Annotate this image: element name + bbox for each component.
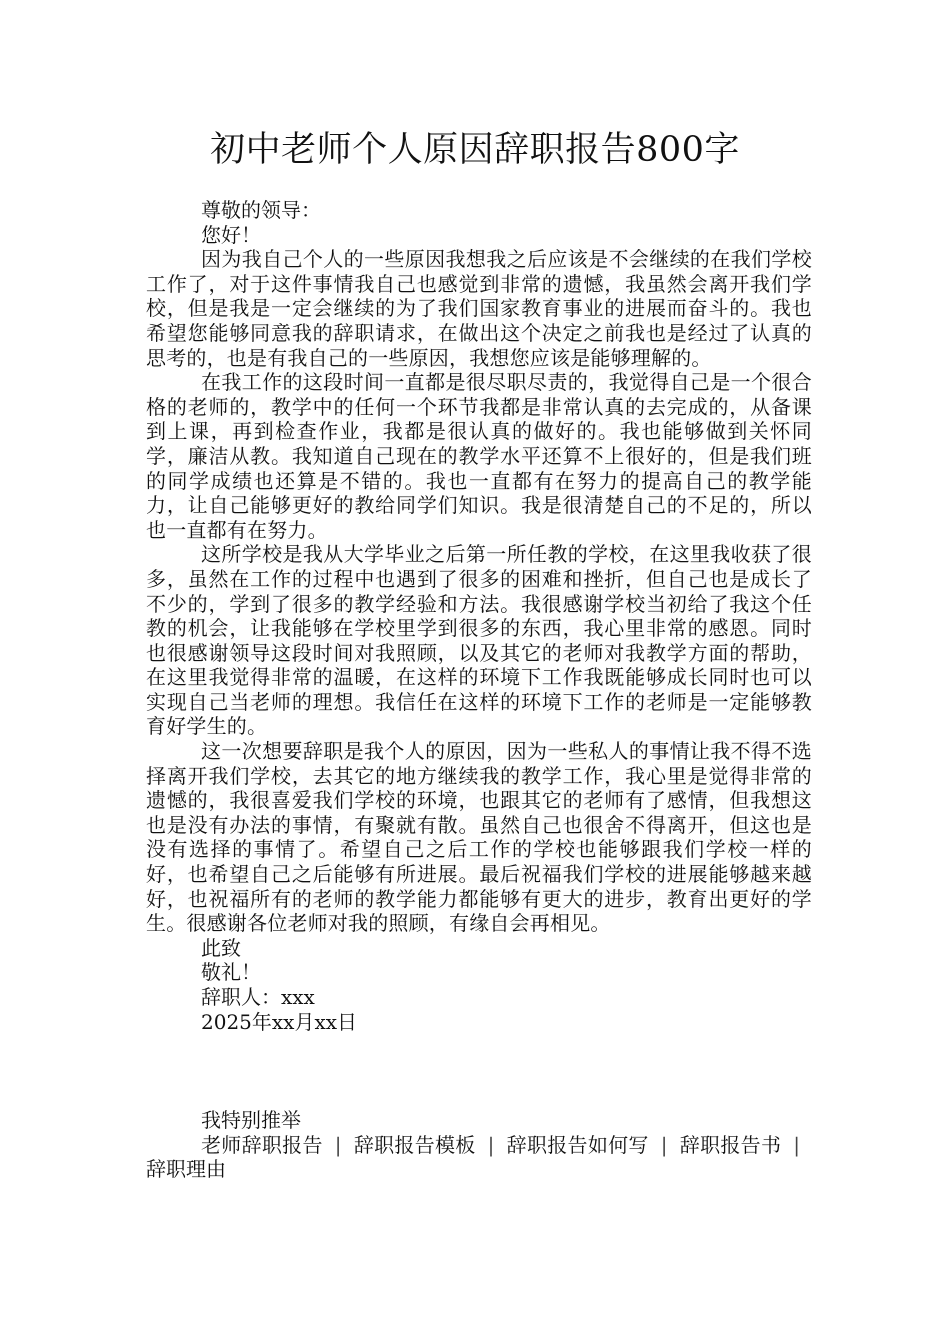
paragraph-1: 因为我自己个人的一些原因我想我之后应该是不会继续的在我们学校工作了，对于这件事情我自己也感觉到非常的遗憾，我虽然会离开我们学校，但是我是一定会继续的为了我们国家教育事业的进展而奋斗的。我也希望您能够同意我的辞职请求，在做出这个决定之前我也是经过了认真的思考的，也是有我自己的一些原因，我想您应该是能够理解的。	[146, 247, 812, 370]
salutation: 尊敬的领导：	[201, 198, 321, 222]
letter-body	[146, 198, 812, 1182]
recommend-heading: 我特别推举	[201, 1108, 301, 1133]
greeting: 您好！	[201, 222, 261, 247]
link-separator: |	[660, 1132, 668, 1157]
link-separator: |	[334, 1132, 342, 1157]
recommend-link[interactable]: 辞职报告模板	[353, 1132, 476, 1157]
document-title: 初中老师个人原因辞职报告800字	[210, 130, 740, 170]
spacer	[146, 1034, 812, 1108]
recommend-link[interactable]: 辞职报告如何写	[506, 1132, 649, 1157]
date: 2025年xx月xx日	[201, 1009, 358, 1034]
link-separator: |	[487, 1132, 495, 1157]
recommend-link[interactable]: 老师辞职报告	[201, 1132, 323, 1157]
signer: 辞职人：xxx	[201, 985, 315, 1009]
recommend-link[interactable]: 辞职报告书	[679, 1132, 782, 1157]
link-separator: |	[793, 1132, 801, 1157]
closing-line-1: 此致	[201, 935, 241, 960]
recommend-link[interactable]: 辞职理由	[146, 1157, 226, 1182]
paragraph-4: 这一次想要辞职是我个人的原因，因为一些私人的事情让我不得不选择离开我们学校，去其它的地方继续我的教学工作，我心里是觉得非常的遗憾的，我很喜爱我们学校的环境，也跟其它的老师有了感情，但我想这也是没有办法的事情，有聚就有散。虽然自己也很舍不得离开，但这也是没有选择的事情了。希望自己之后工作的学校也能够跟我们学校一样的好，也希望自己之后能够有所进展。最后祝福我们学校的进展能够越来越好，也祝福所有的老师的教学能力都能够有更大的进步，教育出更好的学生。很感谢各位老师对我的照顾，有缘自会再相见。	[146, 739, 812, 936]
paragraph-2: 在我工作的这段时间一直都是很尽职尽责的，我觉得自己是一个很合格的老师的，教学中的任何一个环节我都是非常认真的去完成的，从备课到上课，再到检查作业，我都是很认真的做好的。我也能够做到关怀同学，廉洁从教。我知道自己现在的教学水平还算不上很好的，但是我们班的同学成绩也还算是不错的。我也一直都有在努力的提高自己的教学能力，让自己能够更好的教给同学们知识。我是很清楚自己的不足的，所以也一直都有在努力。	[146, 370, 812, 542]
closing-line-2: 敬礼！	[201, 960, 261, 985]
paragraph-3: 这所学校是我从大学毕业之后第一所任教的学校，在这里我收获了很多，虽然在工作的过程中也遇到了很多的困难和挫折，但自己也是成长了不少的，学到了很多的教学经验和方法。我很感谢学校当初给了我这个任教的机会，让我能够在学校里学到很多的东西，我心里非常的感恩。同时也很感谢领导这段时间对我照顾，以及其它的老师对我教学方面的帮助，在这里我觉得非常的温暖，在这样的环境下工作我既能够成长同时也可以实现自己当老师的理想。我信任在这样的环境下工作的老师是一定能够教育好学生的。	[146, 542, 812, 739]
recommend-links	[146, 1133, 812, 1182]
